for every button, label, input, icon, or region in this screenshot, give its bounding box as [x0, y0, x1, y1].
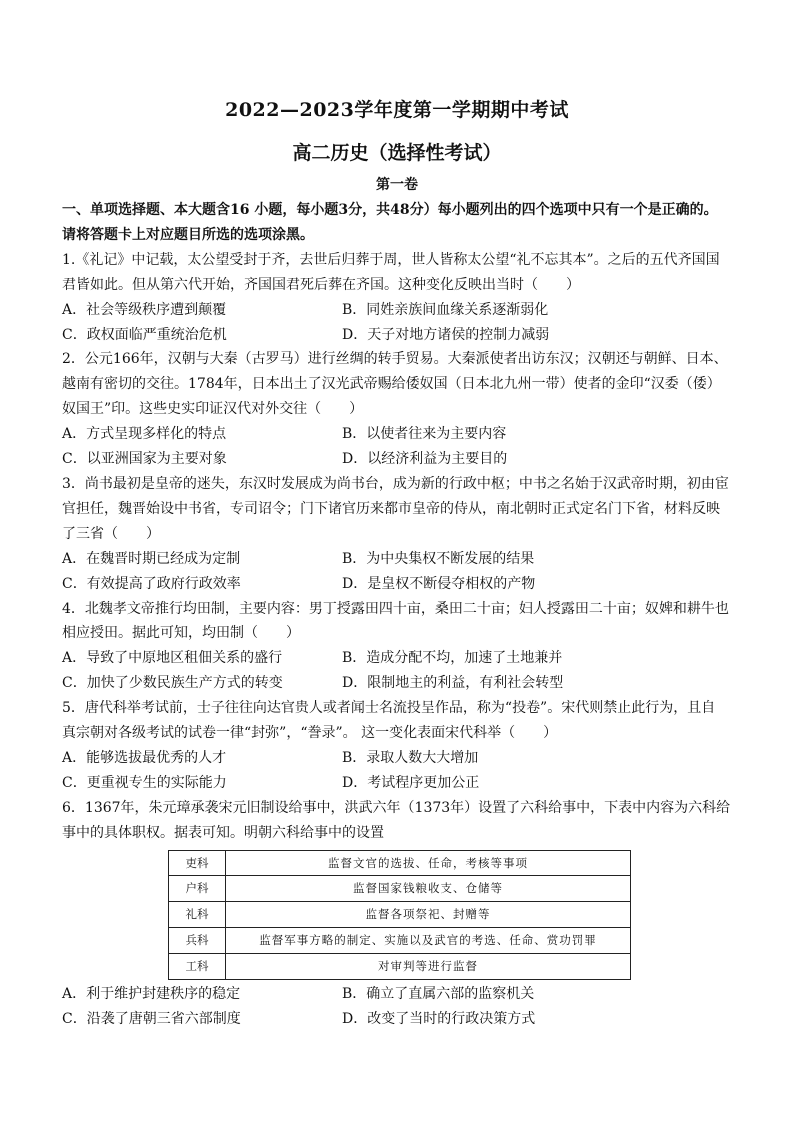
question-stem-line: 6．1367年，朱元璋承袭宋元旧制设给事中，洪武六年（1373年）设置了六科给事中，下表中内容为六科给 [62, 799, 731, 816]
question-2 [62, 347, 731, 472]
option-a: A．方式呈现多样化的特点 [62, 426, 227, 443]
option-b: B．同姓亲族间血缘关系逐渐弱化 [342, 301, 549, 318]
option-b: B．以使者往来为主要内容 [342, 426, 507, 443]
option-d: D．改变了当时的行政决策方式 [342, 1011, 536, 1027]
question-stem-line: 4．北魏孝文帝推行均田制，主要内容：男丁授露田四十亩，桑田二十亩；妇人授露田二十亩；奴婢和耕牛也 [62, 600, 729, 617]
question-stem-line: 越南有密切的交往。1784年，日本出土了汉光武帝赐给倭奴国（日本北九州一带）使者的金印“汉委（倭） [62, 376, 721, 393]
option-b: B．造成分配不均，加速了土地兼并 [342, 650, 563, 667]
option-a: A．导致了中原地区租佃关系的盛行 [62, 650, 283, 667]
option-d: D．限制地主的利益，有利社会转型 [342, 675, 564, 692]
table-cell-value: 监督文官的选拔、任命，考核等事项 [226, 850, 631, 876]
option-d: D．天子对地方诸侯的控制力减弱 [342, 326, 550, 343]
volume-label: 第一卷 [376, 177, 418, 193]
option-b: B．为中央集权不断发展的结果 [342, 550, 535, 567]
table-row [169, 902, 631, 928]
exam-title: 2022—2023学年度第一学期期中考试 [225, 99, 569, 121]
option-d: D．以经济利益为主要目的 [342, 451, 508, 468]
option-c: C．沿袭了唐朝三省六部制度 [62, 1011, 241, 1027]
table-row [169, 954, 631, 980]
table-row [169, 850, 631, 876]
option-a: A．利于维护封建秩序的稳定 [62, 986, 241, 1003]
question-stem-line: 奴国王”印。这些史实印证汉代对外交往（ ） [62, 401, 364, 418]
question-stem-line: 君皆如此。但从第六代开始，齐国国君死后葬在齐国。这种变化反映出当时（ ） [62, 276, 580, 293]
table-cell-key: 兵科 [169, 928, 226, 954]
option-a: A．能够选拔最优秀的人才 [62, 749, 227, 766]
option-b: B．确立了直属六部的监察机关 [342, 986, 535, 1003]
exam-subtitle: 高二历史（选择性考试） [292, 142, 502, 164]
option-a: A．社会等级秩序遭到颠覆 [62, 301, 227, 318]
table-cell-key: 礼科 [169, 902, 226, 928]
question-stem-line: 2．公元166年，汉朝与大秦（古罗马）进行丝绸的转手贸易。大秦派使者出访东汉；汉朝还与朝鲜、日本、 [62, 351, 728, 368]
question-1 [62, 248, 731, 348]
table-cell-key: 吏科 [169, 850, 226, 876]
question-4 [62, 597, 731, 697]
question-5 [62, 696, 731, 796]
question-stem-line: 5．唐代科举考试前，士子往往向达官贵人或者闻士名流投呈作品，称为“投卷”。宋代则禁止此行为，且自 [62, 700, 716, 717]
option-c: C．有效提高了政府行政效率 [62, 575, 241, 592]
option-c: C．更重视专生的实际能力 [62, 774, 227, 791]
option-c: C．政权面临严重统治危机 [62, 326, 227, 343]
table-cell-key: 工科 [169, 954, 226, 980]
question-stem-line: 官担任，魏晋始设中书省，专司诏令；门下诸官历来都市皇帝的侍从，南北朝时正式定名门下省，材料反映 [62, 500, 720, 517]
option-b: B．录取人数大大增加 [342, 749, 479, 766]
table-cell-value: 对审判等进行监督 [226, 954, 631, 980]
section-heading-instruction: 请将答题卡上对应题目所选的选项涂黑。 [62, 226, 314, 243]
option-a: A．在魏晋时期已经成为定制 [62, 550, 241, 567]
option-d: D．考试程序更加公正 [342, 774, 480, 791]
question-stem-line: 了三省（ ） [62, 525, 160, 542]
exam-content [62, 198, 731, 1032]
table-cell-value: 监督国家钱粮收支、仓储等 [226, 876, 631, 902]
option-d: D．是皇权不断侵夺相权的产物 [342, 575, 536, 592]
table-row [169, 876, 631, 902]
table-row [169, 928, 631, 954]
table-cell-value: 监督军事方略的制定、实施以及武官的考选、任命、赏功罚罪 [226, 928, 631, 954]
option-c: C．加快了少数民族生产方式的转变 [62, 675, 283, 692]
table-cell-value: 监督各项祭祀、封赠等 [226, 902, 631, 928]
question-stem-line: 相应授田。据此可知，均田制（ ） [62, 625, 300, 642]
option-c: C．以亚洲国家为主要对象 [62, 451, 227, 468]
question-stem-line: 真宗朝对各级考试的试卷一律“封弥”，“誊录”。 这一变化表面宋代科举（ ） [62, 725, 558, 742]
question-stem-line: 3．尚书最初是皇帝的迷失，东汉时发展成为尚书台，成为新的行政中枢；中书之名始于汉武帝时期，初由宦 [62, 475, 729, 492]
section-heading: 一、单项选择题、本大题含16 小题，每小题3分，共48分）每小题列出的四个选项中只有一个是正确的。 [62, 202, 718, 218]
question-stem-line: 1.《礼记》中记载，太公望受封于齐，去世后归葬于周，世人皆称太公望“礼不忘其本”。之后的五代齐国国 [62, 251, 720, 268]
question-6 [62, 796, 731, 1032]
six-ministries-table [168, 850, 631, 981]
table-cell-key: 户科 [169, 876, 226, 902]
question-3 [62, 472, 731, 597]
question-stem-line: 事中的具体职权。据表可知。明朝六科给事中的设置 [62, 824, 384, 841]
